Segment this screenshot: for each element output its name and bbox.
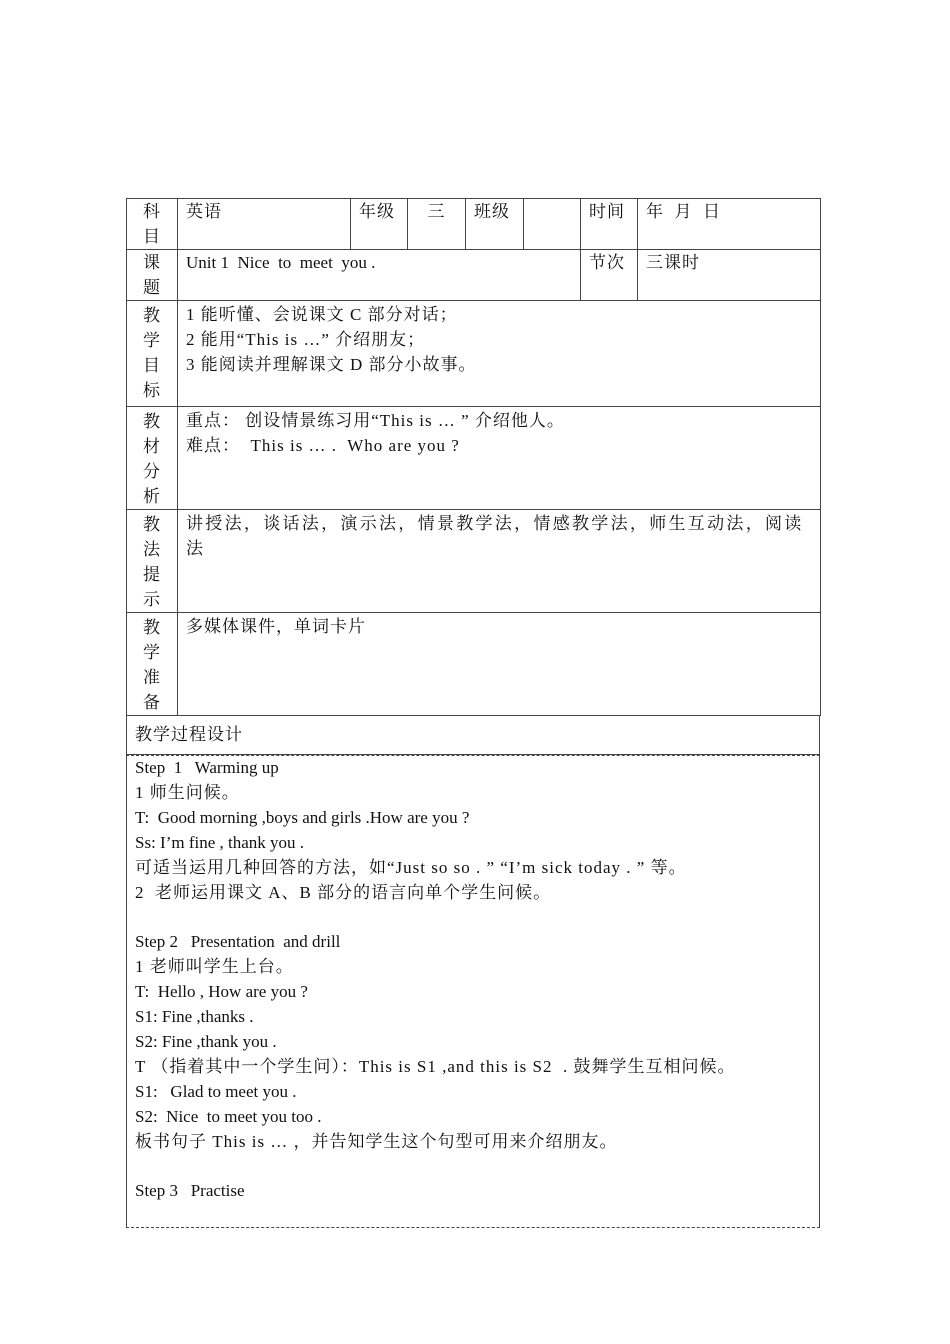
- label-char: 分: [143, 462, 161, 481]
- label-char: 教: [143, 515, 161, 534]
- label-char: 题: [143, 278, 161, 297]
- label-char: 析: [143, 487, 161, 506]
- label-char: 示: [143, 590, 161, 609]
- subject-value: 英语: [178, 199, 351, 250]
- process-line: T: Hello , How are you ?: [135, 982, 308, 1002]
- analysis-key-point: 重点： 创设情景练习用“This is … ” 介绍他人。: [186, 411, 565, 430]
- process-title: 教学过程设计: [126, 716, 820, 755]
- label-char: 提: [143, 565, 161, 584]
- process-line: 可适当运用几种回答的方法，如“Just so so . ” “I’m sick today . ” 等。: [135, 857, 687, 877]
- label-char: 材: [143, 437, 161, 456]
- analysis-difficulty: 难点： This is … . Who are you ?: [186, 436, 460, 455]
- preparation-label: [127, 613, 178, 716]
- lesson-plan-table: [126, 198, 821, 716]
- topic-value: Unit 1 Nice to meet you .: [178, 250, 581, 301]
- objectives-content: [178, 301, 821, 407]
- label-char: 教: [143, 412, 161, 431]
- process-line: Step 1 Warming up: [135, 758, 279, 777]
- objective-line-1: 1 能听懂、会说课文 C 部分对话；: [186, 305, 458, 324]
- analysis-label: [127, 407, 178, 510]
- header-row: [127, 199, 821, 250]
- topic-row: [127, 250, 821, 301]
- analysis-content: [178, 407, 821, 510]
- process-line: 1 老师叫学生上台。: [135, 957, 294, 977]
- preparation-line-1: 多媒体课件，单词卡片: [186, 617, 366, 636]
- methods-line-1: 讲授法，谈话法，演示法，情景教学法，情感教学法，师生互动法，阅读: [186, 514, 804, 533]
- process-line: [135, 905, 811, 930]
- preparation-content: [178, 613, 821, 716]
- topic-label: [127, 250, 178, 301]
- objectives-label: [127, 301, 178, 407]
- label-char: 法: [143, 540, 161, 559]
- label-char: 目: [143, 227, 161, 246]
- methods-label: [127, 510, 178, 613]
- class-label: 班级: [466, 199, 524, 250]
- process-line: Ss: I’m fine , thank you .: [135, 832, 305, 852]
- analysis-row: [127, 407, 821, 510]
- methods-content: [178, 510, 821, 613]
- label-char: 目: [143, 356, 161, 375]
- process-line: S2: Fine ,thank you .: [135, 1031, 277, 1051]
- label-char: 学: [143, 643, 161, 662]
- class-value: [524, 199, 581, 250]
- time-value: 年 月 日: [638, 199, 821, 250]
- objective-line-3: 3 能阅读并理解课文 D 部分小故事。: [186, 355, 477, 374]
- process-line: Step 3 Practise: [135, 1181, 245, 1201]
- process-line: [135, 1154, 811, 1179]
- objectives-row: [127, 301, 821, 407]
- label-char: 备: [143, 693, 161, 712]
- process-line: 板书句子 This is … ，并告知学生这个句型可用来介绍朋友。: [135, 1131, 618, 1151]
- lesson-plan-sheet: [126, 198, 820, 1228]
- process-line: Step 2 Presentation and drill: [135, 932, 341, 952]
- process-line: T （指着其中一个学生问）：This is S1 ,and this is S2 . 鼓舞学生互相问候。: [135, 1056, 736, 1076]
- subject-label: [127, 199, 178, 250]
- process-line: T: Good morning ,boys and girls .How are you ?: [135, 807, 470, 827]
- process-line: S2: Nice to meet you too .: [135, 1106, 322, 1126]
- preparation-row: [127, 613, 821, 716]
- process-line: S1: Glad to meet you .: [135, 1081, 297, 1101]
- process-line: 2 老师运用课文 A、B 部分的语言向单个学生问候。: [135, 882, 552, 902]
- label-char: 课: [143, 253, 161, 272]
- label-char: 教: [143, 306, 161, 325]
- period-value: 三课时: [638, 250, 821, 301]
- label-char: 学: [143, 331, 161, 350]
- objective-line-2: 2 能用“This is …” 介绍朋友；: [186, 330, 426, 349]
- label-char: 科: [143, 202, 161, 221]
- time-label: 时间: [581, 199, 638, 250]
- label-char: 标: [143, 381, 161, 400]
- process-line: S1: Fine ,thanks .: [135, 1007, 254, 1027]
- methods-line-2: 法: [186, 539, 206, 558]
- methods-row: [127, 510, 821, 613]
- process-content: [126, 755, 820, 1228]
- grade-value: 三: [408, 199, 466, 250]
- process-line: 1 师生问候。: [135, 782, 240, 802]
- label-char: 教: [143, 618, 161, 637]
- grade-label: 年级: [351, 199, 408, 250]
- period-label: 节次: [581, 250, 638, 301]
- label-char: 准: [143, 668, 161, 687]
